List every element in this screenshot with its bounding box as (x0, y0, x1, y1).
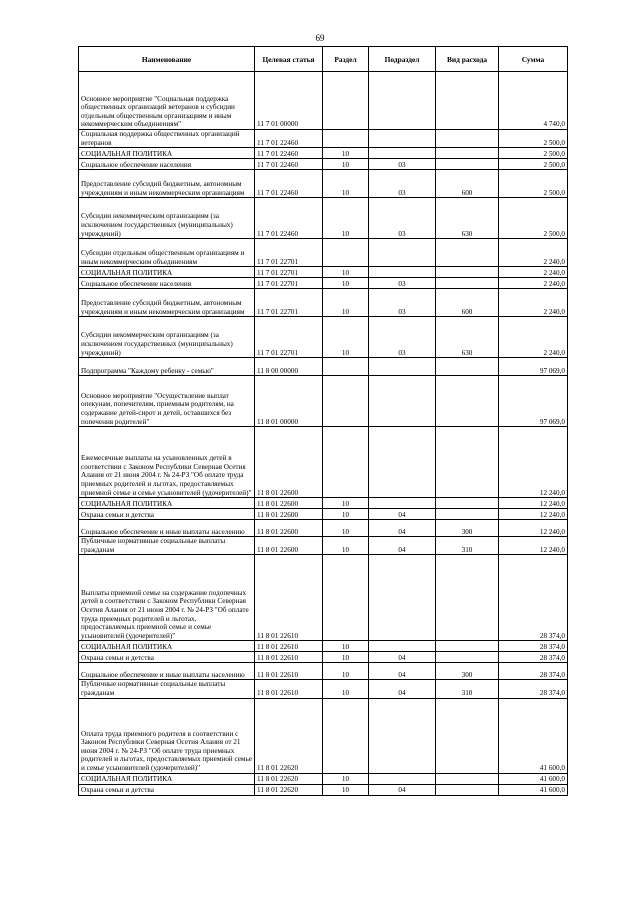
table-row (79, 520, 568, 537)
row-subsection: 03 (369, 159, 436, 170)
row-amount: 12 240,0 (499, 498, 568, 509)
row-section: 10 (323, 784, 369, 795)
row-subsection: 04 (369, 537, 436, 555)
budget-table (78, 46, 568, 796)
row-section: 10 (323, 663, 369, 680)
row-name: Охрана семьи и детства (79, 652, 255, 663)
row-subsection (369, 130, 436, 148)
row-expense-type: 630 (436, 317, 499, 358)
row-name: Основное мероприятие "Осуществление выплат опекунам, попечителям, приемным родителям, на содержание детей-сирот и детей, оставшихся без попечения родителей" (79, 376, 255, 427)
row-subsection: 04 (369, 652, 436, 663)
row-name: Субсидии некоммерческим организациям (за исключением государственных (муниципальных) учреждений) (79, 198, 255, 239)
row-name: Предоставление субсидий бюджетным, автономным учреждениям и иным некоммерческим организациям (79, 289, 255, 317)
row-section (323, 358, 369, 376)
row-name: Субсидии отдельным общественным организациям и иным некоммерческим объединениям (79, 239, 255, 267)
table-row (79, 680, 568, 698)
row-code: 11 7 01 22460 (255, 198, 323, 239)
row-amount: 2 240,0 (499, 278, 568, 289)
row-amount: 28 374,0 (499, 652, 568, 663)
table-row (79, 130, 568, 148)
row-name: Социальное обеспечение и иные выплаты населению (79, 520, 255, 537)
row-amount: 97 069,0 (499, 358, 568, 376)
table-header-row (79, 47, 568, 72)
table-row (79, 698, 568, 773)
row-subsection (369, 698, 436, 773)
table-row (79, 652, 568, 663)
row-amount: 2 240,0 (499, 267, 568, 278)
row-section: 10 (323, 278, 369, 289)
row-expense-type: 300 (436, 663, 499, 680)
row-amount: 41 600,0 (499, 773, 568, 784)
row-expense-type (436, 358, 499, 376)
row-section: 10 (323, 170, 369, 198)
row-name: Подпрограмма "Каждому ребенку - семью" (79, 358, 255, 376)
row-expense-type (436, 427, 499, 498)
row-amount: 41 600,0 (499, 698, 568, 773)
row-code: 11 8 01 22610 (255, 555, 323, 641)
row-subsection: 04 (369, 520, 436, 537)
row-section: 10 (323, 652, 369, 663)
row-code: 11 7 01 22460 (255, 148, 323, 159)
row-name: Охрана семьи и детства (79, 784, 255, 795)
table-row (79, 159, 568, 170)
row-section: 10 (323, 159, 369, 170)
row-expense-type (436, 148, 499, 159)
row-subsection (369, 498, 436, 509)
row-expense-type (436, 509, 499, 520)
row-expense-type: 630 (436, 198, 499, 239)
row-code: 11 8 01 22600 (255, 509, 323, 520)
row-amount: 28 374,0 (499, 680, 568, 698)
row-name: Публичные нормативные социальные выплаты гражданам (79, 680, 255, 698)
row-subsection (369, 555, 436, 641)
row-code: 11 8 01 22600 (255, 537, 323, 555)
row-expense-type (436, 784, 499, 795)
table-row (79, 289, 568, 317)
row-amount: 2 240,0 (499, 289, 568, 317)
table-row (79, 170, 568, 198)
row-subsection (369, 148, 436, 159)
table-row (79, 555, 568, 641)
row-name: Ежемесячные выплаты на усыновленных детей в соответствии с Законом Республики Северная Осетия Алания от 21 июня 2004 г. № 24-РЗ "Об оплате труда приемных родителей и льготах, предоставляемых приемной семье и семье усыновителей (удочерителей)" (79, 427, 255, 498)
row-name: Социальная поддержка общественных организаций ветеранов (79, 130, 255, 148)
row-section: 10 (323, 148, 369, 159)
row-expense-type (436, 72, 499, 130)
row-subsection: 03 (369, 317, 436, 358)
table-row (79, 773, 568, 784)
row-subsection (369, 72, 436, 130)
row-code: 11 8 01 22610 (255, 680, 323, 698)
row-subsection: 03 (369, 170, 436, 198)
page-number: 69 (315, 33, 325, 43)
row-expense-type (436, 278, 499, 289)
row-code: 11 7 01 22701 (255, 317, 323, 358)
header-expense-type: Вид расхода (436, 47, 499, 72)
row-amount: 28 374,0 (499, 555, 568, 641)
row-section: 10 (323, 267, 369, 278)
row-code: 11 7 01 22460 (255, 159, 323, 170)
header-subsection: Подраздел (369, 47, 436, 72)
row-section (323, 376, 369, 427)
row-amount: 2 500,0 (499, 130, 568, 148)
row-subsection: 03 (369, 278, 436, 289)
row-subsection (369, 267, 436, 278)
row-name: Предоставление субсидий бюджетным, автономным учреждениям и иным некоммерческим организациям (79, 170, 255, 198)
row-amount: 2 240,0 (499, 317, 568, 358)
row-code: 11 8 01 22610 (255, 663, 323, 680)
row-amount: 2 500,0 (499, 148, 568, 159)
header-section: Раздел (323, 47, 369, 72)
table-row (79, 72, 568, 130)
row-name: Публичные нормативные социальные выплаты гражданам (79, 537, 255, 555)
row-section (323, 130, 369, 148)
row-expense-type (436, 641, 499, 652)
row-amount: 4 740,0 (499, 72, 568, 130)
table-row (79, 498, 568, 509)
row-code: 11 8 01 22610 (255, 652, 323, 663)
row-code: 11 8 01 22610 (255, 641, 323, 652)
table-row (79, 641, 568, 652)
row-section: 10 (323, 498, 369, 509)
row-amount: 12 240,0 (499, 509, 568, 520)
row-code: 11 8 01 22600 (255, 520, 323, 537)
row-section: 10 (323, 680, 369, 698)
row-expense-type (436, 239, 499, 267)
row-name: СОЦИАЛЬНАЯ ПОЛИТИКА (79, 148, 255, 159)
row-expense-type (436, 773, 499, 784)
row-expense-type (436, 130, 499, 148)
row-name: Социальное обеспечение населения (79, 159, 255, 170)
row-code: 11 8 01 22600 (255, 427, 323, 498)
row-code: 11 8 01 22620 (255, 698, 323, 773)
row-section: 10 (323, 317, 369, 358)
row-code: 11 7 01 22701 (255, 267, 323, 278)
row-amount: 2 500,0 (499, 170, 568, 198)
table-row (79, 784, 568, 795)
row-expense-type: 600 (436, 289, 499, 317)
row-name: СОЦИАЛЬНАЯ ПОЛИТИКА (79, 498, 255, 509)
row-subsection (369, 427, 436, 498)
row-subsection: 03 (369, 198, 436, 239)
row-subsection: 04 (369, 680, 436, 698)
row-code: 11 8 01 22620 (255, 773, 323, 784)
table-row (79, 537, 568, 555)
table-row (79, 148, 568, 159)
row-name: Основное мероприятие "Социальная поддержка общественных организаций ветеранов и субсидии отдельным общественным организациям и иным некоммерческим объединениям" (79, 72, 255, 130)
header-amount: Сумма (499, 47, 568, 72)
row-section: 10 (323, 198, 369, 239)
row-expense-type (436, 555, 499, 641)
row-expense-type (436, 698, 499, 773)
row-section (323, 427, 369, 498)
table-row (79, 317, 568, 358)
row-code: 11 7 01 00000 (255, 72, 323, 130)
table-body (79, 72, 568, 796)
row-section (323, 555, 369, 641)
row-amount: 97 069,0 (499, 376, 568, 427)
row-section: 10 (323, 509, 369, 520)
row-name: Выплаты приемной семье на содержание подопечных детей в соответствии с Законом Республики Северная Осетия Алания от 21 июня 2004 г. № 24-РЗ "Об оплате труда приемных родителей и льготах, предоставляемых приемной семье и семье усыновителей (удочерителей)" (79, 555, 255, 641)
row-name: Оплата труда приемного родителя в соответствии с Законом Республики Северная Осетия Алания от 21 июня 2004 г. № 24-РЗ "Об оплате труда приемных родителей и льготах, предоставляемых приемной семье и семье усыновителей (удочерителей)" (79, 698, 255, 773)
table-row (79, 239, 568, 267)
row-subsection (369, 358, 436, 376)
row-section: 10 (323, 641, 369, 652)
row-subsection (369, 773, 436, 784)
table-row (79, 358, 568, 376)
row-subsection (369, 641, 436, 652)
row-expense-type: 310 (436, 680, 499, 698)
table-row (79, 663, 568, 680)
row-code: 11 8 01 00000 (255, 376, 323, 427)
row-subsection: 04 (369, 509, 436, 520)
row-name: СОЦИАЛЬНАЯ ПОЛИТИКА (79, 267, 255, 278)
row-amount: 2 500,0 (499, 159, 568, 170)
row-code: 11 7 01 22701 (255, 239, 323, 267)
row-code: 11 8 00 00000 (255, 358, 323, 376)
row-name: СОЦИАЛЬНАЯ ПОЛИТИКА (79, 641, 255, 652)
row-amount: 2 500,0 (499, 198, 568, 239)
row-amount: 2 240,0 (499, 239, 568, 267)
row-expense-type: 310 (436, 537, 499, 555)
row-name: СОЦИАЛЬНАЯ ПОЛИТИКА (79, 773, 255, 784)
row-name: Социальное обеспечение и иные выплаты населению (79, 663, 255, 680)
row-subsection: 04 (369, 663, 436, 680)
row-subsection: 04 (369, 784, 436, 795)
row-section (323, 698, 369, 773)
row-name: Субсидии некоммерческим организациям (за исключением государственных (муниципальных) учреждений) (79, 317, 255, 358)
row-expense-type (436, 652, 499, 663)
row-section: 10 (323, 537, 369, 555)
row-code: 11 8 01 22620 (255, 784, 323, 795)
row-section: 10 (323, 520, 369, 537)
row-expense-type: 600 (436, 170, 499, 198)
row-section: 10 (323, 773, 369, 784)
row-code: 11 7 01 22460 (255, 170, 323, 198)
row-name: Социальное обеспечение населения (79, 278, 255, 289)
row-expense-type: 300 (436, 520, 499, 537)
row-expense-type (436, 267, 499, 278)
header-name: Наименование (79, 47, 255, 72)
row-subsection (369, 239, 436, 267)
table-row (79, 278, 568, 289)
table-row (79, 427, 568, 498)
table-row (79, 509, 568, 520)
row-code: 11 8 01 22600 (255, 498, 323, 509)
row-expense-type (436, 376, 499, 427)
row-amount: 12 240,0 (499, 520, 568, 537)
row-amount: 41 600,0 (499, 784, 568, 795)
table-row (79, 376, 568, 427)
row-name: Охрана семьи и детства (79, 509, 255, 520)
row-amount: 28 374,0 (499, 663, 568, 680)
row-subsection (369, 376, 436, 427)
row-amount: 28 374,0 (499, 641, 568, 652)
table-row (79, 267, 568, 278)
header-target-article: Целевая статья (255, 47, 323, 72)
row-section (323, 239, 369, 267)
row-subsection: 03 (369, 289, 436, 317)
row-expense-type (436, 498, 499, 509)
row-amount: 12 240,0 (499, 427, 568, 498)
row-section (323, 72, 369, 130)
row-code: 11 7 01 22701 (255, 289, 323, 317)
row-code: 11 7 01 22701 (255, 278, 323, 289)
row-code: 11 7 01 22460 (255, 130, 323, 148)
row-section: 10 (323, 289, 369, 317)
row-expense-type (436, 159, 499, 170)
row-amount: 12 240,0 (499, 537, 568, 555)
table-row (79, 198, 568, 239)
